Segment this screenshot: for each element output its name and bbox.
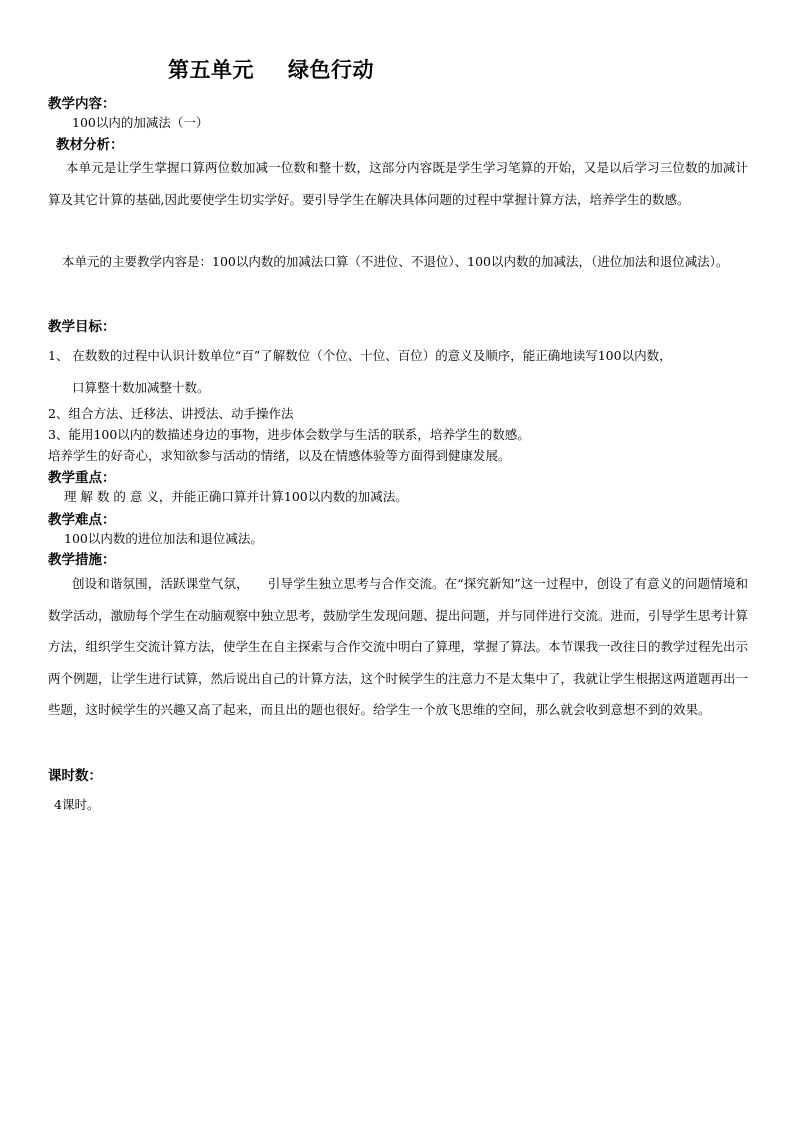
analysis-paragraph-2: 本单元的主要教学内容是：100以内数的加减法口算（不进位、不退位）、100以内数的加减法，（进位加法和退位减法）。 [62,254,729,269]
goal-3: 3、能用100以内的数描述身边的事物，进步体会数学与生活的联系，培养学生的数感。 [48,427,530,442]
focus-heading: 教学重点： [48,470,116,486]
goal-2: 2、组合方法、迁移法、讲授法、动手操作法 [48,406,294,421]
goals-heading: 教学目标： [48,319,116,335]
content-text: 100以内的加减法（一） [72,115,209,130]
unit-label: 第五单元 [168,58,254,82]
hours-heading: 课时数： [48,768,102,784]
goal-1-line-2: 口算整十数加减整十数。 [72,380,210,395]
goal-1-line-1: 1、 在数数的过程中认识计数单位“百”了解数位（个位、十位、百位）的意义及顺序，能正确地读写100以内数， [48,348,672,363]
difficulty-heading: 教学难点： [48,512,116,528]
hours-text: 4课时。 [54,797,100,812]
analysis-paragraph-1: 本单元是让学生掌握口算两位数加减一位数和整十数，这部分内容既是学生学习笔算的开始，又是以后学习三位数的加减计算及其它计算的基础,因此要使学生切实学好。要引导学生在解决具体问题的过程中掌握计算方法，培养学生的数感。 [48,160,748,207]
measures-heading: 教学措施： [48,552,116,568]
goal-4: 培养学生的好奇心，求知欲参与活动的情绪，以及在情感体验等方面得到健康发展。 [48,448,511,463]
measures-paragraph: 创设和谐氛围，活跃课堂气氛， 引导学生独立思考与合作交流。在“探究新知”这一过程中，创设了有意义的问题情境和数学活动，激励每个学生在动脑观察中独立思考，鼓励学生发现问题、提出问题，并与同伴进行交流。进而，引导学生思考计算方法，组织学生交流计算方法，使学生在自主探索与合作交流中明白了算理，掌握了算法。本节课我一改往日的教学过程先出示两个例题，让学生进行试算，然后说出自己的计算方法，这个时候学生的注意力不是太集中了，我就让学生根据这两道题再出一些题，这时候学生的兴趣又高了起来，而且出的题也很好。给学生一个放飞思维的空间，那么就会收到意想不到的效果。 [48,576,749,717]
unit-name: 绿色行动 [288,58,374,82]
analysis-heading: 教材分析： [56,137,124,153]
focus-text: 理 解 数 的 意 义，并能正确口算并计算100以内数的加减法。 [64,489,408,504]
content-heading: 教学内容： [48,96,116,112]
difficulty-text: 100以内数的进位加法和退位减法。 [64,531,263,546]
page-title [168,54,374,84]
